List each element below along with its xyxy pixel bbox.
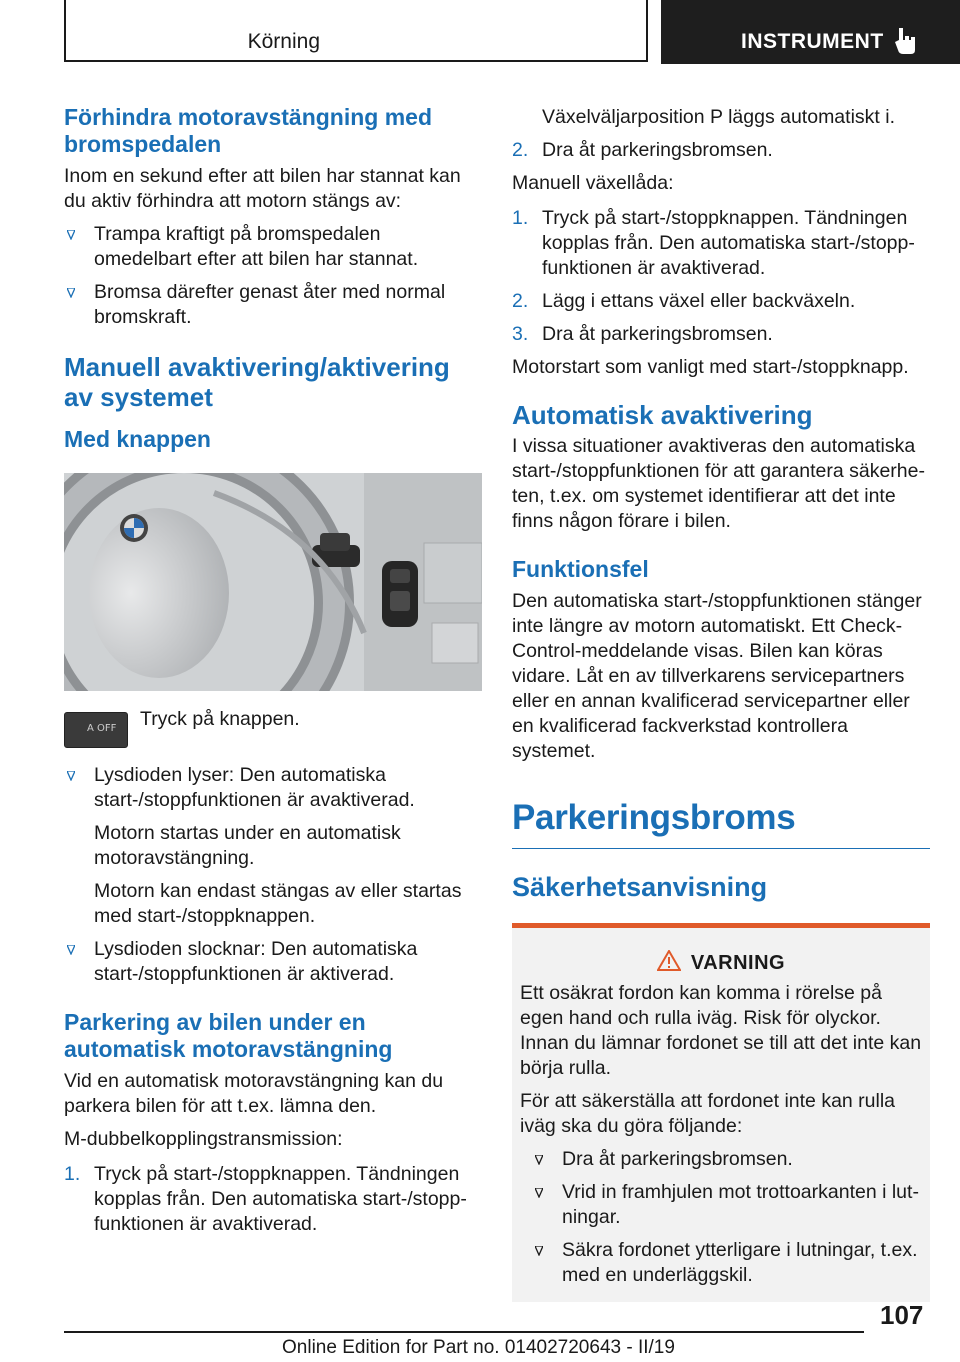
- paragraph-automatic-deactivation: I vissa situationer avaktiveras den automatiska start-/stoppfunktionen för att garantera säkerheten, t.ex. om systemet identifierar att det inte finns någon förare i bilen.: [512, 435, 925, 532]
- numbered-item: [512, 322, 930, 347]
- bullet-triangle-icon: [535, 1246, 543, 1256]
- header-section-title: Körning: [247, 30, 320, 53]
- bullet-triangle-icon: [67, 945, 75, 955]
- bullet-triangle-icon: [535, 1155, 543, 1165]
- numbered-item-text: Lägg i ettans växel eller backväxeln.: [542, 290, 856, 312]
- dashboard-photo: [64, 473, 482, 691]
- paragraph-motorstart: Motorstart som vanligt med start-/stoppknapp.: [512, 356, 909, 378]
- list-item-text: Lysdioden slocknar: Den automatiska start-/stoppfunktionen är aktiverad.: [94, 938, 418, 985]
- list-item-detail: Motorn startas under en automatisk motoravstängning.: [94, 822, 401, 869]
- warning-paragraph: Ett osäkrat fordon kan komma i rörelse på egen hand och rulla iväg. Risk för olyckor. Innan du lämnar fordonet se till att det inte kan börja rulla.: [520, 982, 922, 1079]
- left-column: [64, 100, 482, 1237]
- bullet-triangle-icon: [67, 771, 75, 781]
- numbered-item: [512, 289, 930, 314]
- list-item-text: Bromsa därefter genast åter med normal bromskraft.: [94, 281, 446, 328]
- list-item: [64, 763, 482, 929]
- paragraph-dct: M-dubbelkopplingstransmission:: [64, 1128, 343, 1150]
- paragraph-manual-gearbox: Manuell växellåda:: [512, 172, 674, 194]
- hand-pointer-icon: [893, 26, 919, 56]
- heading-parking-during-stop: Parkering av bilen under en automatisk motoravstängning: [64, 1009, 393, 1062]
- paragraph-malfunction: Den automatiska start-/stoppfunktionen stänger inte längre av motorn automatiskt. Ett Check-Control-meddelande visas. Bilen kan köras vidare. Låt en av tillverkarens servicepartners eller en annan kvalificerad servicepartner eller en kvalificerad fackverkstad kontrollera systemet.: [512, 590, 922, 762]
- right-column: [512, 100, 930, 1302]
- page-number: 107: [880, 1300, 924, 1330]
- button-caption: Tryck på knappen.: [140, 708, 300, 730]
- numbered-item-text: Dra åt parkeringsbromsen.: [542, 323, 773, 345]
- warning-title-row: [520, 950, 922, 975]
- numbered-item-text: Växelväljarposition P läggs automatiskt i.: [542, 106, 895, 128]
- list-item-text: Vrid in framhjulen mot trottoarkanten i lutningar.: [562, 1181, 919, 1228]
- item-number: 2.: [512, 290, 529, 312]
- page-header: [0, 0, 960, 68]
- numbered-item-text: Tryck på start-/stoppknappen. Tändningen kopplas från. Den automatiska start-/stoppfunktionen är avaktiverad.: [542, 207, 915, 279]
- list-item: [532, 1238, 922, 1288]
- list-item-text: Lysdioden lyser: Den automatiska start-/stoppfunktionen är avaktiverad.: [94, 764, 415, 811]
- numbered-item: [512, 138, 930, 163]
- bullet-triangle-icon: [535, 1188, 543, 1198]
- paragraph-parking: Vid en automatisk motoravstängning kan du parkera bilen för att t.ex. lämna den.: [64, 1070, 444, 1117]
- item-number: 1.: [512, 207, 529, 229]
- numbered-item-text: Tryck på start-/stoppknappen. Tändningen kopplas från. Den automatiska start-/stoppfunktionen är avaktiverad.: [94, 1163, 467, 1235]
- numbered-item: [64, 1162, 482, 1237]
- steering-wheel-illustration: [64, 473, 482, 691]
- list-item-text: Dra åt parkeringsbromsen.: [562, 1148, 793, 1170]
- auto-start-stop-off-button: [64, 712, 128, 748]
- warning-paragraph: För att säkerställa att fordonet inte kan rulla iväg ska du göra följande:: [520, 1090, 896, 1137]
- list-item: [64, 222, 482, 272]
- heading-parking-brake: Parkeringsbroms: [512, 798, 796, 837]
- warning-list: [520, 1147, 922, 1288]
- list-item-text: Trampa kraftigt på bromspedalen omedelbart efter att bilen har stannat.: [94, 223, 419, 270]
- button-label: A OFF: [87, 723, 117, 734]
- item-number: 1.: [64, 1163, 81, 1185]
- item-number: 3.: [512, 323, 529, 345]
- header-chapter-tab: [661, 0, 960, 64]
- manual-steps-list: [512, 206, 930, 347]
- bullet-triangle-icon: [67, 288, 75, 298]
- warning-title: VARNING: [690, 952, 786, 974]
- heading-manual-deactivation: Manuell avaktivering/aktivering av systemet: [64, 352, 450, 412]
- list-item: [64, 280, 482, 330]
- heading-safety-note: Säkerhetsanvisning: [512, 872, 768, 902]
- footer-rule: [64, 1331, 864, 1333]
- header-chapter-label: INSTRUMENT: [741, 30, 884, 53]
- list-item-text: Säkra fordonet ytterligare i lutningar, t.ex. med en underläggskil.: [562, 1239, 918, 1286]
- heading-underline: [512, 848, 930, 849]
- list-item: [532, 1147, 922, 1172]
- list-item: [532, 1180, 922, 1230]
- list-item: [64, 937, 482, 987]
- numbered-item-continued: [512, 105, 930, 130]
- heading-with-button: Med knappen: [64, 426, 211, 452]
- numbered-item-text: Dra åt parkeringsbromsen.: [542, 139, 773, 161]
- footer-edition: Online Edition for Part no. 01402720643 - II/19: [282, 1337, 675, 1358]
- list-item-detail: Motorn kan endast stängas av eller startas med start-/stoppknappen.: [94, 880, 462, 927]
- heading-malfunction: Funktionsfel: [512, 556, 649, 582]
- heading-automatic-deactivation: Automatisk avaktivering: [512, 400, 813, 430]
- bullet-triangle-icon: [67, 230, 75, 240]
- warning-box: [512, 923, 930, 1302]
- heading-brake-prevent: Förhindra motoravstängning med bromspedalen: [64, 104, 433, 157]
- paragraph-brake-intro: Inom en sekund efter att bilen har stannat kan du aktiv förhindra att motorn stängs av:: [64, 165, 461, 212]
- numbered-item: [512, 206, 930, 281]
- warning-triangle-icon: [657, 950, 681, 971]
- button-caption-row: [64, 707, 482, 763]
- header-section-box: [64, 0, 648, 62]
- item-number: 2.: [512, 139, 529, 161]
